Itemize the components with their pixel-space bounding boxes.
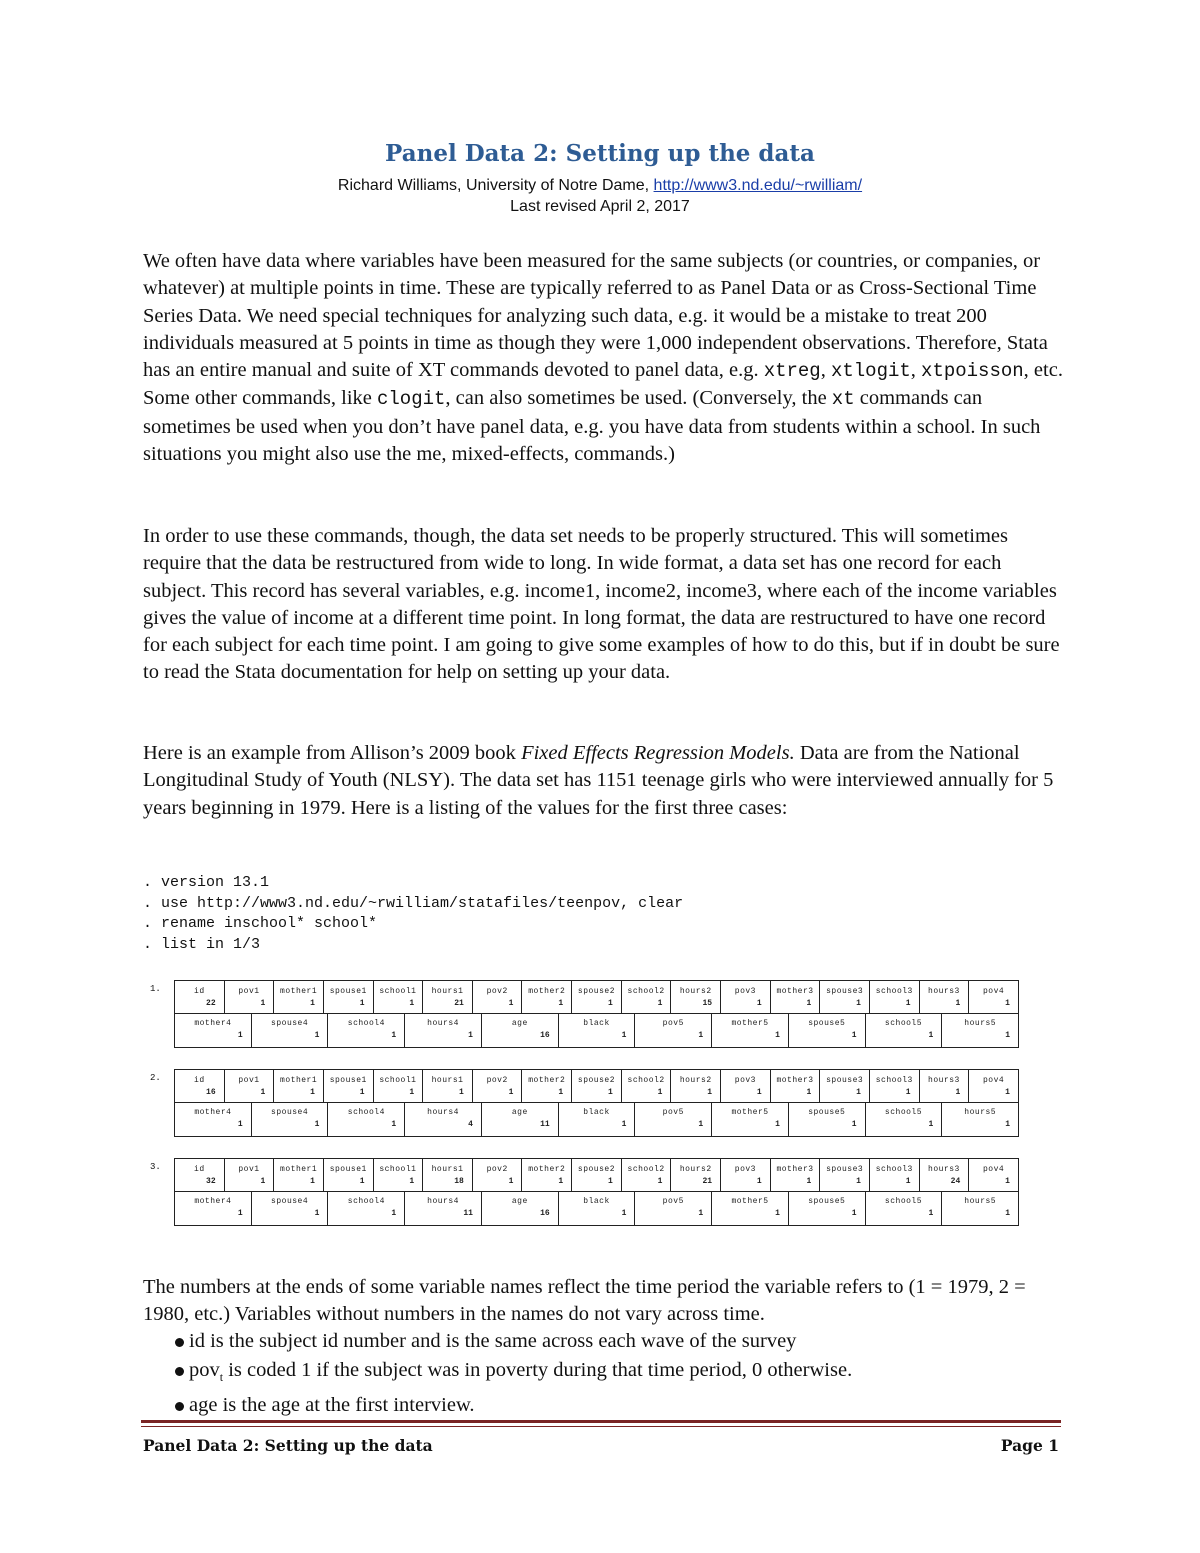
table-cell: [374, 1070, 424, 1102]
variable-name: spouse1: [329, 987, 367, 996]
variable-value: 1: [607, 999, 613, 1008]
table-cell: [473, 981, 523, 1013]
variable-name: pov5: [662, 1108, 684, 1117]
code-xtlogit: xtlogit: [830, 360, 911, 383]
variable-name: spouse3: [826, 1165, 864, 1174]
variable-value: 1: [756, 999, 762, 1008]
variable-name: mother5: [731, 1019, 769, 1028]
variable-name: pov1: [238, 987, 260, 996]
variable-value: 1: [775, 1031, 780, 1040]
table-cell: [324, 981, 374, 1013]
variable-name: school4: [347, 1108, 385, 1117]
table-cell: [225, 981, 275, 1013]
table-cell: [423, 1159, 473, 1191]
table-cell: [942, 1014, 1018, 1047]
variable-value: 1: [409, 1088, 415, 1097]
variable-value: 1: [756, 1088, 762, 1097]
variable-value: 1: [698, 1031, 704, 1040]
table-cell: [252, 1014, 329, 1047]
variable-value: 1: [698, 1120, 704, 1129]
table-cell: [324, 1070, 374, 1102]
table-cell: [771, 1159, 821, 1191]
code-xt: xt: [831, 388, 855, 411]
variable-name: hours4: [427, 1197, 459, 1206]
variable-value: 1: [806, 1088, 812, 1097]
table-cell: [920, 1159, 970, 1191]
table-cell: [771, 1070, 821, 1102]
variable-value: 1: [260, 1177, 266, 1186]
variable-name: spouse4: [271, 1197, 309, 1206]
variable-value: 1: [237, 1120, 243, 1129]
table-cell: [522, 1070, 572, 1102]
table-cell: [522, 981, 572, 1013]
variable-name: spouse2: [577, 1165, 615, 1174]
byline: [0, 177, 1200, 195]
variable-name: spouse3: [826, 1076, 864, 1085]
variable-name: spouse1: [329, 1076, 367, 1085]
variable-name: hours5: [964, 1197, 997, 1206]
variable-name: pov2: [486, 1165, 508, 1174]
table-cell: [328, 1014, 405, 1047]
variable-name: id: [194, 1076, 205, 1085]
table-cell: [721, 1159, 771, 1191]
variable-name: spouse5: [808, 1108, 846, 1117]
table-cell: [328, 1192, 405, 1225]
table-cell: [405, 1192, 482, 1225]
variable-value: 1: [955, 1088, 961, 1097]
variable-value: 16: [540, 1209, 550, 1218]
table-cell: [572, 981, 622, 1013]
table-cell: [820, 1159, 870, 1191]
variable-name: school1: [379, 1076, 417, 1085]
variable-name: id: [194, 987, 205, 996]
case-table: [174, 980, 1019, 1048]
variable-name: mother1: [280, 1076, 318, 1085]
variable-name: school5: [884, 1197, 923, 1206]
table-cell: [671, 1070, 721, 1102]
table-cell: [274, 981, 324, 1013]
variable-value: 1: [1005, 1209, 1011, 1218]
bullet-icon: [175, 1367, 184, 1376]
list-item: id is the subject id number and is the same across each wave of the survey: [143, 1327, 1068, 1356]
variable-name: mother4: [194, 1108, 232, 1117]
variable-value: 1: [391, 1120, 397, 1129]
variable-name: school3: [875, 987, 913, 996]
table-cell: [572, 1159, 622, 1191]
variable-value: 1: [391, 1209, 397, 1218]
table-cell: [473, 1159, 523, 1191]
variable-name: mother5: [731, 1108, 769, 1117]
variable-value: 32: [206, 1177, 216, 1186]
command-line: . version 13.1: [143, 874, 270, 891]
case-table: [174, 1158, 1019, 1226]
variable-name: spouse3: [826, 987, 864, 996]
list-item: age is the age at the first interview.: [143, 1391, 1068, 1420]
variable-name: school2: [627, 987, 665, 996]
variable-name: hours4: [427, 1019, 459, 1028]
table-cell: [789, 1103, 866, 1136]
variable-name: black: [583, 1197, 610, 1206]
table-cell: [175, 1192, 252, 1225]
variable-value: 1: [1005, 1120, 1011, 1129]
variable-value: 4: [468, 1120, 473, 1129]
table-cell: [969, 1159, 1018, 1191]
table-cell: [405, 1103, 482, 1136]
table-cell: [671, 981, 721, 1013]
variable-name: mother3: [776, 1076, 814, 1085]
variable-value: 11: [463, 1209, 473, 1218]
variable-name: id: [194, 1165, 205, 1174]
table-cell: [820, 981, 870, 1013]
table-cell: [942, 1192, 1018, 1225]
variable-value: 1: [856, 1177, 861, 1186]
variable-name: pov4: [982, 1076, 1005, 1085]
table-cell: [866, 1192, 943, 1225]
footer-rule: [141, 1420, 1061, 1423]
command-line: . rename inschool* school*: [143, 915, 378, 932]
table-cell: [559, 1103, 636, 1136]
code-xtreg: xtreg: [763, 360, 821, 383]
variable-name: school2: [627, 1165, 665, 1174]
table-cell: [374, 1159, 424, 1191]
table-cell: [405, 1014, 482, 1047]
book-title: Fixed Effects Regression Models.: [521, 742, 795, 764]
variable-name: mother2: [528, 987, 566, 996]
table-cell: [712, 1014, 789, 1047]
variable-value: 1: [558, 1177, 564, 1186]
variable-value: 1: [775, 1120, 780, 1129]
variable-value: 1: [237, 1209, 243, 1218]
variable-name: hours1: [431, 1165, 464, 1174]
variable-name: hours3: [928, 987, 960, 996]
table-row: [175, 1192, 1018, 1225]
case-number: 1.: [150, 984, 161, 994]
variable-value: 1: [928, 1031, 934, 1040]
table-cell: [866, 1103, 943, 1136]
variable-value: 1: [558, 999, 564, 1008]
variable-name: mother3: [776, 987, 814, 996]
bullet-icon: [175, 1402, 184, 1411]
variable-value: 1: [928, 1120, 934, 1129]
table-cell: [175, 1159, 225, 1191]
table-cell: [789, 1192, 866, 1225]
variable-name: spouse2: [577, 987, 615, 996]
table-cell: [274, 1159, 324, 1191]
variable-value: 1: [1005, 1031, 1011, 1040]
variable-name: pov1: [238, 1165, 260, 1174]
variable-name: age: [511, 1108, 528, 1117]
variable-name: school1: [379, 987, 417, 996]
author-website-link[interactable]: http://www3.nd.edu/~rwilliam/: [653, 177, 863, 194]
variable-value: 1: [260, 999, 266, 1008]
variable-value: 1: [468, 1031, 473, 1040]
variable-name: hours5: [964, 1108, 997, 1117]
table-cell: [423, 1070, 473, 1102]
variables-paragraph: The numbers at the ends of some variable names reflect the time period the variable refers to (1 = 1979, 2 = 1980, etc.) Variables without numbers in the names do not vary across time.: [143, 1276, 1026, 1326]
table-cell: [482, 1103, 559, 1136]
variable-value: 1: [851, 1120, 857, 1129]
variable-value: 1: [310, 999, 315, 1008]
variable-name: mother1: [280, 1165, 318, 1174]
variable-value: 1: [905, 1177, 911, 1186]
variable-value: 1: [806, 1177, 812, 1186]
page-title: Panel Data 2: Setting up the data: [385, 140, 815, 167]
variable-value: 1: [310, 1177, 315, 1186]
case-table: [174, 1069, 1019, 1137]
variable-list: [143, 1327, 1068, 1420]
variable-name: school5: [884, 1019, 923, 1028]
table-cell: [175, 1070, 225, 1102]
variable-name: spouse4: [271, 1019, 309, 1028]
variable-value: 21: [454, 999, 464, 1008]
variable-name: mother5: [731, 1197, 769, 1206]
variable-value: 18: [454, 1177, 464, 1186]
variable-value: 1: [698, 1209, 704, 1218]
variable-value: 1: [409, 1177, 415, 1186]
variable-name: mother4: [194, 1197, 232, 1206]
variable-value: 1: [260, 1088, 266, 1097]
table-row: [175, 1070, 1018, 1103]
variable-value: 16: [540, 1031, 550, 1040]
variable-value: 1: [409, 999, 415, 1008]
table-cell: [870, 981, 920, 1013]
table-cell: [274, 1070, 324, 1102]
variable-value: 1: [359, 999, 365, 1008]
table-cell: [635, 1103, 712, 1136]
author-affiliation: Richard Williams, University of Notre Dame,: [337, 177, 654, 194]
variable-name: mother2: [528, 1165, 566, 1174]
variable-name: pov3: [734, 1076, 756, 1085]
variable-value: 1: [1005, 999, 1010, 1008]
table-cell: [423, 981, 473, 1013]
variable-name: pov5: [662, 1197, 684, 1206]
table-cell: [969, 981, 1018, 1013]
variable-name: school4: [347, 1197, 385, 1206]
variable-value: 1: [558, 1088, 564, 1097]
variable-name: school5: [884, 1108, 923, 1117]
variable-value: 1: [607, 1088, 613, 1097]
variable-value: 1: [310, 1088, 315, 1097]
variable-name: black: [583, 1019, 610, 1028]
variable-name: pov4: [982, 1165, 1005, 1174]
variable-value: 1: [508, 1177, 514, 1186]
table-cell: [175, 1014, 252, 1047]
table-cell: [866, 1014, 943, 1047]
variable-value: 24: [950, 1177, 961, 1186]
table-cell: [482, 1192, 559, 1225]
variable-value: 1: [459, 1088, 464, 1097]
list-item: pov$_t$ is coded 1 if the subject was in poverty during that time period, 0 otherwise.: [143, 1356, 1068, 1392]
table-cell: [771, 981, 821, 1013]
variable-value: 22: [206, 999, 216, 1008]
table-cell: [820, 1070, 870, 1102]
variable-name: age: [511, 1019, 528, 1028]
table-cell: [920, 981, 970, 1013]
table-cell: [473, 1070, 523, 1102]
variable-value: 21: [702, 1177, 713, 1186]
table-cell: [920, 1070, 970, 1102]
variable-name: black: [583, 1108, 610, 1117]
table-cell: [622, 981, 672, 1013]
bullet-icon: [175, 1338, 184, 1347]
variable-name: hours3: [928, 1076, 960, 1085]
table-cell: [721, 981, 771, 1013]
variable-value: 1: [508, 1088, 514, 1097]
table-cell: [572, 1070, 622, 1102]
variable-name: hours2: [679, 1076, 712, 1085]
variable-value: 1: [237, 1031, 243, 1040]
variable-name: school1: [379, 1165, 417, 1174]
variable-name: hours2: [679, 1165, 712, 1174]
footer-title: Panel Data 2: Setting up the data: [143, 1436, 433, 1455]
variable-name: hours2: [679, 987, 712, 996]
table-cell: [789, 1014, 866, 1047]
variable-value: 1: [607, 1177, 613, 1186]
page-number: Page 1: [1000, 1436, 1059, 1455]
table-cell: [942, 1103, 1018, 1136]
variable-value: 15: [702, 999, 713, 1008]
variable-value: 1: [508, 999, 514, 1008]
table-cell: [328, 1103, 405, 1136]
table-cell: [671, 1159, 721, 1191]
variable-value: 1: [314, 1209, 320, 1218]
structure-paragraph: In order to use these commands, though, the data set needs to be properly structured. This will sometimes require that the data be restructured from wide to long. In wide format, a data set has one record for each subject. This record has several variables, e.g. income1, income2, income3, where each of the income variables gives the value of income at a different time point. In long format, the data are restructured to have one record for each subject for each time point. I am going to give some examples of how to do this, but if in doubt be sure to read the Stata documentation for help on setting up your data.: [143, 525, 1060, 684]
variable-value: 1: [856, 999, 861, 1008]
variable-value: 1: [905, 1088, 911, 1097]
table-cell: [622, 1070, 672, 1102]
variable-name: spouse5: [808, 1019, 846, 1028]
table-cell: [622, 1159, 672, 1191]
variable-name: mother2: [528, 1076, 566, 1085]
table-cell: [225, 1159, 275, 1191]
variable-name: pov3: [734, 987, 756, 996]
variable-name: pov5: [662, 1019, 684, 1028]
variable-name: hours1: [431, 987, 464, 996]
table-cell: [635, 1014, 712, 1047]
stata-commands: [143, 873, 683, 955]
variable-name: pov4: [982, 987, 1005, 996]
variable-name: pov3: [734, 1165, 756, 1174]
table-cell: [252, 1103, 329, 1136]
variable-name: pov2: [486, 987, 508, 996]
table-cell: [559, 1192, 636, 1225]
table-cell: [969, 1070, 1018, 1102]
variable-name: hours5: [964, 1019, 997, 1028]
variable-value: 1: [621, 1120, 627, 1129]
example-paragraph: Here is an example from Allison’s 2009 book Fixed Effects Regression Models. Data are from the National Longitudinal Study of Youth (NLSY). The data set has 1151 teenage girls who were interviewed annually for 5 years beginning in 1979. Here is a listing of the values for the first three cases:: [143, 742, 1054, 819]
table-cell: [324, 1159, 374, 1191]
variable-name: spouse5: [808, 1197, 846, 1206]
table-row: [175, 1159, 1018, 1192]
variable-value: 1: [1005, 1088, 1010, 1097]
variable-value: 11: [540, 1120, 550, 1129]
variable-name: hours3: [928, 1165, 960, 1174]
variable-name: hours4: [427, 1108, 459, 1117]
variable-value: 1: [1005, 1177, 1010, 1186]
variable-value: 1: [851, 1031, 857, 1040]
variable-value: 1: [928, 1209, 934, 1218]
variable-value: 16: [206, 1088, 216, 1097]
variable-value: 1: [359, 1177, 365, 1186]
table-row: [175, 981, 1018, 1014]
table-row: [175, 1103, 1018, 1136]
revision-date: Last revised April 2, 2017: [510, 198, 690, 215]
table-cell: [712, 1103, 789, 1136]
variable-value: 1: [806, 999, 812, 1008]
variable-value: 1: [955, 999, 961, 1008]
variable-name: school3: [875, 1165, 913, 1174]
table-row: [175, 1014, 1018, 1047]
variable-value: 1: [391, 1031, 397, 1040]
intro-paragraph: We often have data where variables have been measured for the same subjects (or countries, or companies, or whatever) at multiple points in time. These are typically referred to as Panel Data or as Cross-Sectional Time Series Data. We need special techniques for analyzing such data, e.g. it would be a mistake to treat 200 individuals measured at 5 points in time as though they were 1,000 independent observations. Therefore, Stata has an entire manual and suite of XT commands devoted to panel data, e.g. xtreg, xtlogit, xtpoisson, etc. Some other commands, like clogit, can also sometimes be used. (Conversely, the xt commands can sometimes be used when you don’t have panel data, e.g. you have data from students within a school. In such situations you might also use the me, mixed-effects, commands.): [143, 250, 1063, 466]
variable-name: mother3: [776, 1165, 814, 1174]
table-cell: [482, 1014, 559, 1047]
variable-value: 1: [621, 1209, 627, 1218]
table-cell: [374, 981, 424, 1013]
table-cell: [870, 1159, 920, 1191]
variable-value: 1: [756, 1177, 762, 1186]
table-cell: [712, 1192, 789, 1225]
variable-name: school4: [347, 1019, 385, 1028]
variable-value: 1: [657, 999, 663, 1008]
variable-value: 1: [856, 1088, 861, 1097]
table-cell: [175, 1103, 252, 1136]
variable-value: 1: [905, 999, 911, 1008]
variable-name: pov1: [238, 1076, 260, 1085]
command-line: . use http://www3.nd.edu/~rwilliam/statafiles/teenpov, clear: [143, 894, 684, 912]
variable-name: school3: [875, 1076, 913, 1085]
variable-name: spouse1: [329, 1165, 367, 1174]
table-cell: [522, 1159, 572, 1191]
footer-rule-thin: [141, 1426, 1061, 1427]
table-cell: [870, 1070, 920, 1102]
variable-value: 1: [851, 1209, 857, 1218]
variable-value: 1: [775, 1209, 780, 1218]
variable-name: spouse2: [577, 1076, 615, 1085]
table-cell: [252, 1192, 329, 1225]
variable-value: 1: [314, 1120, 320, 1129]
variable-value: 1: [707, 1088, 713, 1097]
command-line: . list in 1/3: [143, 935, 261, 953]
variable-name: hours1: [431, 1076, 464, 1085]
variable-value: 1: [621, 1031, 627, 1040]
variable-value: 1: [657, 1177, 663, 1186]
variable-name: school2: [627, 1076, 665, 1085]
case-number: 2.: [150, 1073, 161, 1083]
variable-name: mother1: [280, 987, 318, 996]
case-number: 3.: [150, 1162, 161, 1172]
table-cell: [721, 1070, 771, 1102]
variable-name: pov2: [486, 1076, 508, 1085]
variable-name: spouse4: [271, 1108, 309, 1117]
table-cell: [559, 1014, 636, 1047]
variable-name: age: [511, 1197, 528, 1206]
table-cell: [225, 1070, 275, 1102]
table-cell: [635, 1192, 712, 1225]
variable-value: 1: [314, 1031, 320, 1040]
code-xtpoisson: xtpoisson: [921, 360, 1024, 383]
variable-value: 1: [359, 1088, 365, 1097]
variable-name: mother4: [194, 1019, 232, 1028]
code-clogit: clogit: [377, 388, 446, 411]
variable-value: 1: [657, 1088, 663, 1097]
table-cell: [175, 981, 225, 1013]
